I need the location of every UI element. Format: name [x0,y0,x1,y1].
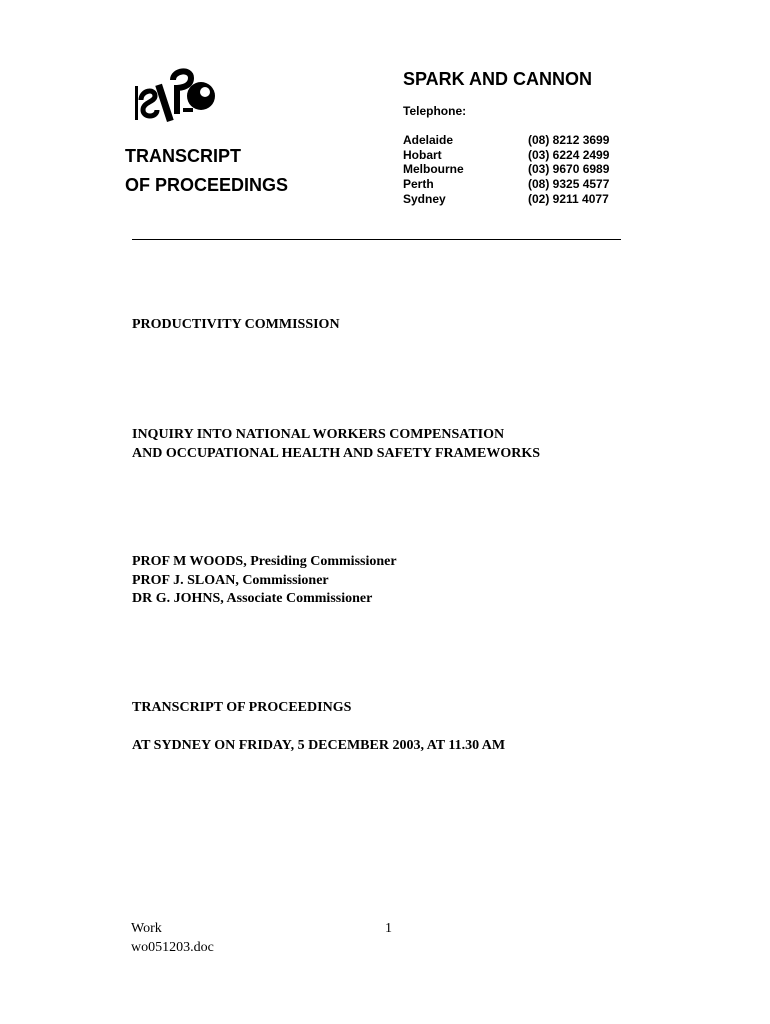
office-row [403,148,609,163]
commissioner-line: DR G. JOHNS, Associate Commissioner [132,591,373,606]
office-phone: (08) 9325 4577 [528,177,610,192]
inquiry-title [132,426,540,463]
office-phone: (03) 9670 6989 [528,162,610,177]
commissioner-list [132,553,397,609]
office-city: Adelaide [403,133,454,147]
inquiry-title-line: INQUIRY INTO NATIONAL WORKERS COMPENSATION [132,427,505,442]
inquiry-title-line: AND OCCUPATIONAL HEALTH AND SAFETY FRAMEWORKS [132,445,540,461]
transcript-title-line: OF PROCEEDINGS [125,175,289,195]
commissioner-line: PROF M WOODS, Presiding Commissioner [132,554,397,569]
office-phone: (03) 6224 2499 [528,147,610,162]
commissioner-line: PROF J. SLOAN, Commissioner [132,572,329,588]
proceedings-place-date: AT SYDNEY ON FRIDAY, 5 DECEMBER 2003, AT 11.30 AM [132,738,506,753]
transcript-title [125,142,288,200]
commission-heading: PRODUCTIVITY COMMISSION [132,317,340,332]
office-city: Melbourne [403,162,464,177]
transcript-title-line: TRANSCRIPT [125,146,241,166]
footer-line: wo051203.doc [131,940,214,955]
office-city: Sydney [403,191,446,206]
office-row [403,133,609,148]
proceedings-title: TRANSCRIPT OF PROCEEDINGS [132,700,352,715]
spark-and-cannon-logo [133,66,217,124]
office-phone: (02) 9211 4077 [528,191,609,206]
office-row [403,192,609,207]
office-row [403,162,609,177]
office-phone: (08) 8212 3699 [528,133,610,147]
office-row [403,177,609,192]
footer-line: Work [131,921,162,936]
footer-file-info [131,919,214,957]
page-number: 1 [385,921,392,936]
firm-name: SPARK AND CANNON [403,69,592,89]
telephone-label: Telephone: [403,104,467,118]
office-city: Hobart [403,147,442,162]
header-divider [132,239,621,240]
office-phone-list [403,133,609,207]
office-city: Perth [403,177,434,192]
